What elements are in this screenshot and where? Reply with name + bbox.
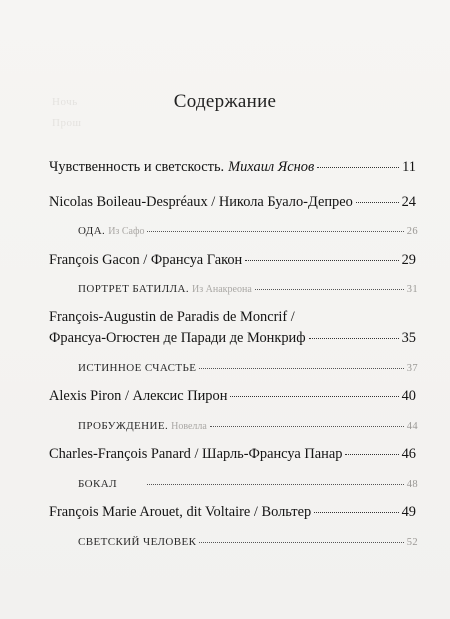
- dot-leader: [255, 289, 404, 290]
- entry-title-line2: Франсуа-Огюстен де Паради де Монкриф: [49, 330, 306, 346]
- dot-leader: [345, 454, 398, 455]
- poem-note: Новелла: [171, 421, 207, 432]
- poem-title: ОДА.: [78, 225, 106, 237]
- toc-entry-poem: [78, 362, 418, 374]
- page-number: 44: [406, 421, 418, 432]
- toc-entry-author: [49, 330, 416, 347]
- poem-title: СВЕТСКИЙ ЧЕЛОВЕК: [78, 536, 197, 548]
- toc-entry-poem: [78, 536, 418, 548]
- poem-title: ПОРТРЕТ БАТИЛЛА.: [78, 283, 189, 295]
- page-number: 11: [402, 159, 416, 175]
- page-number: 31: [406, 284, 418, 295]
- dot-leader: [199, 542, 403, 543]
- toc-entry-poem: [78, 225, 418, 237]
- poem-note: Из Анакреона: [192, 284, 252, 295]
- toc-entry-poem: [78, 478, 418, 490]
- poem-title: БОКАЛ: [78, 478, 117, 490]
- page-number: 52: [406, 537, 418, 548]
- bleed-through-text: Прош: [52, 117, 82, 129]
- dot-leader: [199, 368, 403, 369]
- page-number: 26: [406, 226, 418, 237]
- poem-title: ПРОБУЖДЕНИЕ.: [78, 420, 169, 432]
- toc-entry-author: [49, 446, 416, 463]
- entry-title-line1: François-Augustin de Paradis de Moncrif /: [49, 309, 295, 325]
- page-number: 35: [401, 330, 416, 346]
- toc-entry-intro: [49, 159, 416, 176]
- dot-leader: [309, 338, 399, 339]
- toc-entry-poem: [78, 420, 418, 432]
- page-number: 46: [401, 446, 416, 462]
- dot-leader: [230, 396, 398, 397]
- entry-title: Alexis Piron / Алексис Пирон: [49, 388, 228, 404]
- dot-leader: [210, 426, 404, 427]
- entry-author: Михаил Яснов: [228, 159, 315, 175]
- dot-leader: [245, 260, 398, 261]
- poem-title: ИСТИННОЕ СЧАСТЬЕ: [78, 362, 197, 374]
- page-number: 29: [401, 252, 416, 268]
- entry-title: François Gacon / Франсуа Гакон: [49, 252, 243, 268]
- page-number: 37: [406, 363, 418, 374]
- toc-entry-author: [49, 504, 416, 521]
- toc-entry-author: [49, 252, 416, 269]
- entry-title: Charles-François Panard / Шарль-Франсуа Панар: [49, 446, 343, 462]
- page-number: 49: [401, 504, 416, 520]
- toc-entry-author: [49, 194, 416, 211]
- dot-leader: [314, 512, 398, 513]
- dot-leader: [147, 231, 403, 232]
- toc-entry-author: [49, 388, 416, 405]
- page-number: 40: [401, 388, 416, 404]
- entry-title: Nicolas Boileau-Despréaux / Никола Буало-Депрео: [49, 194, 353, 210]
- dot-leader: [147, 484, 404, 485]
- page-title: Содержание: [173, 91, 277, 112]
- toc-entry-poem: [78, 283, 418, 295]
- entry-title: François Marie Arouet, dit Voltaire / Вольтер: [49, 504, 312, 520]
- dot-leader: [356, 202, 399, 203]
- page-number: 24: [401, 194, 416, 210]
- poem-note: Из Сафо: [108, 226, 145, 237]
- page-number: 48: [406, 479, 418, 490]
- bleed-through-text: Ночь: [52, 96, 78, 108]
- dot-leader: [317, 167, 399, 168]
- entry-title: Чувственность и светскость.: [49, 159, 225, 175]
